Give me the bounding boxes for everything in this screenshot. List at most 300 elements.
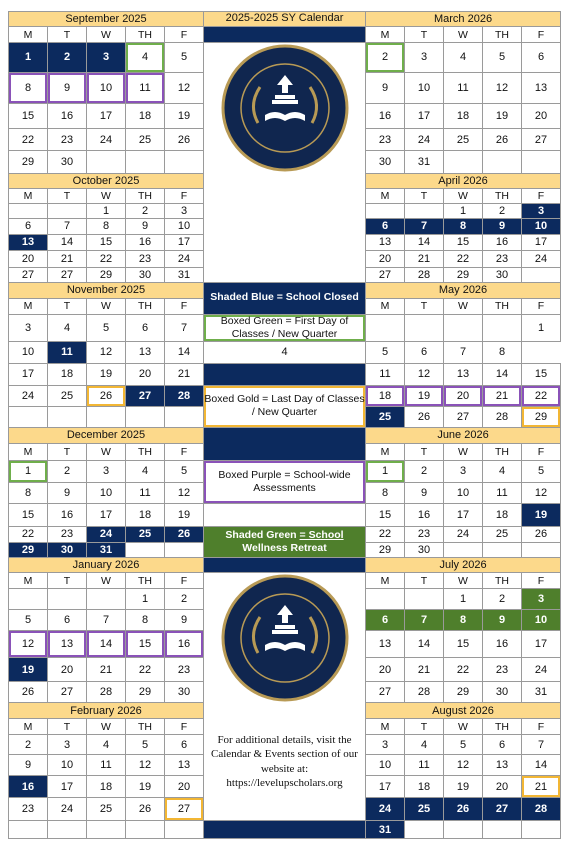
weekday-label: M [9, 188, 48, 203]
day-cell: 21 [165, 363, 204, 385]
day-cell: 5 [165, 43, 204, 73]
right-month-header: April 2026 [366, 173, 561, 188]
day-cell: 12 [165, 72, 204, 103]
day-cell: 14 [522, 755, 561, 776]
day-cell: 30 [405, 542, 444, 557]
day-cell: 12 [165, 482, 204, 503]
day-cell: 26 [522, 526, 561, 542]
day-cell: 25 [444, 129, 483, 151]
weekday-label: T [405, 27, 444, 43]
day-cell [483, 821, 522, 839]
weekday-label: T [48, 27, 87, 43]
day-cell: 12 [483, 72, 522, 103]
day-cell: 30 [483, 267, 522, 282]
day-cell: 12 [444, 755, 483, 776]
weekday-label: F [522, 443, 561, 460]
weekday-label: M [9, 298, 48, 314]
day-cell: 20 [366, 250, 405, 267]
day-cell: 3 [444, 460, 483, 482]
day-cell: 18 [405, 776, 444, 798]
day-cell: 28 [522, 798, 561, 821]
day-cell: 24 [522, 657, 561, 681]
day-cell: 11 [126, 72, 165, 103]
weekday-label: W [87, 443, 126, 460]
day-cell: 21 [48, 250, 87, 267]
day-cell: 18 [87, 776, 126, 798]
weekday-label: TH [483, 27, 522, 43]
weekday-label: TH [126, 298, 165, 314]
day-cell: 10 [522, 610, 561, 631]
day-cell: 17 [522, 234, 561, 250]
legend-green-b: = School [299, 528, 344, 541]
day-cell: 25 [405, 798, 444, 821]
weekday-label: TH [126, 27, 165, 43]
day-cell: 15 [9, 103, 48, 128]
day-cell: 20 [9, 250, 48, 267]
right-month-header: May 2026 [366, 282, 561, 298]
day-cell [87, 589, 126, 610]
academy-logo-icon [220, 573, 350, 703]
day-cell: 19 [126, 776, 165, 798]
day-cell: 11 [405, 755, 444, 776]
day-cell [48, 589, 87, 610]
weekday-label: M [366, 27, 405, 43]
logo-top-cont [204, 173, 366, 282]
day-cell [87, 151, 126, 173]
day-cell: 4 [483, 460, 522, 482]
day-cell: 15 [9, 503, 48, 526]
day-cell: 20 [483, 776, 522, 798]
day-cell: 2 [48, 43, 87, 73]
day-cell: 21 [87, 657, 126, 681]
day-cell: 27 [366, 682, 405, 703]
weekday-label: M [9, 572, 48, 589]
left-month-header: September 2025 [9, 12, 204, 27]
calendar-row [9, 363, 561, 385]
day-cell: 13 [9, 234, 48, 250]
day-cell: 4 [48, 314, 87, 341]
legend-boxed-purple: Boxed Purple = School-wide Assessments [204, 460, 366, 503]
weekday-label: TH [126, 719, 165, 735]
blue-band [204, 427, 366, 460]
legend-boxed-gold: Boxed Gold = Last Day of Classes / New Quarter [204, 385, 366, 427]
weekday-label: F [165, 298, 204, 314]
day-cell: 12 [9, 631, 48, 658]
day-cell: 3 [48, 735, 87, 755]
day-cell: 24 [405, 129, 444, 151]
day-cell: 23 [126, 250, 165, 267]
day-cell [126, 542, 165, 557]
day-cell [165, 542, 204, 557]
day-cell: 1 [9, 460, 48, 482]
day-cell: 18 [126, 503, 165, 526]
day-cell [165, 406, 204, 427]
day-cell: 27 [444, 406, 483, 427]
day-cell: 19 [522, 503, 561, 526]
weekday-label: T [48, 188, 87, 203]
day-cell: 13 [444, 363, 483, 385]
calendar-row [9, 12, 561, 27]
weekday-label: T [48, 572, 87, 589]
weekday-label: F [522, 719, 561, 735]
blue-band [204, 363, 366, 385]
day-cell: 1 [522, 314, 561, 341]
day-cell: 19 [165, 103, 204, 128]
day-cell: 4 [405, 735, 444, 755]
day-cell: 9 [366, 72, 405, 103]
day-cell: 2 [9, 735, 48, 755]
weekday-label: W [87, 572, 126, 589]
day-cell: 24 [87, 129, 126, 151]
day-cell: 15 [522, 363, 561, 385]
logo-bottom [204, 572, 366, 703]
day-cell: 14 [483, 363, 522, 385]
legend-green-a: Shaded Green [225, 528, 300, 541]
day-cell: 23 [405, 526, 444, 542]
weekday-label: F [165, 443, 204, 460]
weekday-label: TH [126, 572, 165, 589]
day-cell: 18 [483, 503, 522, 526]
day-cell: 27 [48, 682, 87, 703]
day-cell: 10 [87, 72, 126, 103]
day-cell [126, 821, 165, 839]
weekday-label: F [522, 298, 561, 314]
day-cell: 11 [126, 482, 165, 503]
day-cell [444, 821, 483, 839]
day-cell: 3 [405, 43, 444, 73]
weekday-label: M [9, 443, 48, 460]
day-cell: 17 [366, 776, 405, 798]
weekday-label: W [444, 719, 483, 735]
day-cell: 13 [522, 72, 561, 103]
weekday-label: T [405, 188, 444, 203]
day-cell [366, 203, 405, 218]
left-month-header: January 2026 [9, 557, 204, 572]
day-cell: 16 [48, 503, 87, 526]
day-cell: 25 [87, 798, 126, 821]
day-cell [444, 314, 483, 341]
day-cell: 10 [9, 341, 48, 363]
day-cell: 30 [165, 682, 204, 703]
day-cell: 10 [444, 482, 483, 503]
calendar-row [9, 503, 561, 526]
day-cell [483, 314, 522, 341]
weekday-label: W [87, 719, 126, 735]
weekday-label: T [48, 298, 87, 314]
website-info: For additional details, visit the Calendar & Events section of our website at: https://levelupscholars.org [204, 703, 366, 821]
weekday-label: F [165, 719, 204, 735]
weekday-label: M [366, 298, 405, 314]
day-cell: 19 [405, 385, 444, 406]
day-cell: 31 [165, 267, 204, 282]
day-cell: 22 [126, 657, 165, 681]
day-cell: 24 [444, 526, 483, 542]
day-cell: 4 [126, 43, 165, 73]
day-cell: 24 [522, 250, 561, 267]
calendar-row [9, 385, 561, 406]
day-cell: 4 [87, 735, 126, 755]
calendar-row [9, 27, 561, 43]
day-cell: 28 [405, 267, 444, 282]
day-cell: 7 [48, 218, 87, 234]
day-cell: 10 [48, 755, 87, 776]
left-month-header: October 2025 [9, 173, 204, 188]
day-cell [9, 203, 48, 218]
day-cell: 8 [9, 72, 48, 103]
blue-band [204, 27, 366, 43]
day-cell: 17 [405, 103, 444, 128]
legend-shaded-blue: Shaded Blue = School Closed [204, 282, 366, 314]
day-cell: 30 [366, 151, 405, 173]
weekday-label: M [366, 572, 405, 589]
day-cell: 28 [405, 682, 444, 703]
day-cell: 29 [126, 682, 165, 703]
weekday-label: W [87, 298, 126, 314]
day-cell: 6 [522, 43, 561, 73]
weekday-label: M [366, 719, 405, 735]
calendar-row [9, 173, 561, 188]
day-cell: 7 [444, 341, 483, 363]
day-cell: 17 [87, 503, 126, 526]
day-cell: 2 [405, 460, 444, 482]
day-cell: 1 [444, 589, 483, 610]
day-cell: 18 [366, 385, 405, 406]
day-cell: 5 [444, 735, 483, 755]
day-cell: 11 [366, 363, 405, 385]
day-cell: 28 [483, 406, 522, 427]
day-cell: 19 [9, 657, 48, 681]
calendar-row [9, 460, 561, 482]
day-cell: 31 [522, 682, 561, 703]
blue-band [204, 821, 366, 839]
weekday-label: T [405, 719, 444, 735]
day-cell [87, 406, 126, 427]
day-cell: 3 [9, 314, 48, 341]
day-cell [366, 589, 405, 610]
day-cell: 12 [405, 363, 444, 385]
day-cell: 26 [126, 798, 165, 821]
day-cell: 15 [444, 234, 483, 250]
day-cell: 23 [165, 657, 204, 681]
calendar-row [9, 703, 561, 719]
day-cell: 3 [165, 203, 204, 218]
day-cell: 27 [522, 129, 561, 151]
day-cell: 8 [444, 218, 483, 234]
day-cell: 1 [126, 589, 165, 610]
calendar-row [9, 821, 561, 839]
day-cell: 24 [165, 250, 204, 267]
day-cell: 22 [366, 526, 405, 542]
day-cell [9, 589, 48, 610]
right-month-header: March 2026 [366, 12, 561, 27]
weekday-label: W [444, 188, 483, 203]
day-cell: 2 [366, 43, 405, 73]
day-cell: 17 [9, 363, 48, 385]
day-cell: 2 [48, 460, 87, 482]
day-cell [9, 406, 48, 427]
day-cell: 24 [87, 526, 126, 542]
day-cell: 30 [48, 542, 87, 557]
weekday-label: F [165, 572, 204, 589]
day-cell: 9 [48, 72, 87, 103]
day-cell: 31 [366, 821, 405, 839]
calendar-title: 2025-2025 SY Calendar [204, 12, 366, 27]
day-cell: 15 [87, 234, 126, 250]
day-cell: 24 [48, 798, 87, 821]
day-cell: 1 [9, 43, 48, 73]
day-cell: 17 [444, 503, 483, 526]
day-cell: 30 [48, 151, 87, 173]
day-cell: 7 [405, 218, 444, 234]
day-cell: 1 [87, 203, 126, 218]
day-cell [9, 821, 48, 839]
day-cell: 13 [366, 631, 405, 658]
day-cell: 15 [366, 503, 405, 526]
day-cell: 19 [483, 103, 522, 128]
day-cell: 22 [444, 250, 483, 267]
day-cell [483, 542, 522, 557]
day-cell [405, 314, 444, 341]
day-cell: 13 [165, 755, 204, 776]
day-cell: 10 [87, 482, 126, 503]
day-cell: 18 [444, 103, 483, 128]
day-cell: 16 [366, 103, 405, 128]
calendar-row [9, 572, 561, 589]
weekday-label: TH [483, 298, 522, 314]
day-cell: 16 [9, 776, 48, 798]
day-cell: 30 [483, 682, 522, 703]
day-cell: 9 [48, 482, 87, 503]
right-month-header: July 2026 [366, 557, 561, 572]
weekday-label: TH [126, 443, 165, 460]
day-cell: 4 [126, 460, 165, 482]
day-cell: 21 [522, 776, 561, 798]
left-month-header: December 2025 [9, 427, 204, 443]
day-cell: 5 [126, 735, 165, 755]
day-cell: 27 [126, 385, 165, 406]
weekday-label: W [444, 298, 483, 314]
day-cell: 23 [9, 798, 48, 821]
day-cell: 7 [405, 610, 444, 631]
day-cell: 3 [87, 460, 126, 482]
weekday-label: TH [483, 188, 522, 203]
day-cell: 25 [48, 385, 87, 406]
day-cell: 3 [522, 203, 561, 218]
day-cell: 27 [366, 267, 405, 282]
day-cell: 25 [126, 526, 165, 542]
day-cell: 13 [126, 341, 165, 363]
day-cell: 6 [366, 610, 405, 631]
day-cell: 6 [483, 735, 522, 755]
day-cell: 21 [483, 385, 522, 406]
academy-logo-icon [220, 43, 350, 173]
day-cell: 9 [405, 482, 444, 503]
day-cell: 9 [483, 218, 522, 234]
weekday-label: W [87, 27, 126, 43]
day-cell: 22 [522, 385, 561, 406]
day-cell: 5 [366, 341, 405, 363]
day-cell: 14 [165, 341, 204, 363]
weekday-label: M [9, 27, 48, 43]
day-cell [405, 203, 444, 218]
day-cell: 28 [165, 385, 204, 406]
day-cell: 29 [522, 406, 561, 427]
day-cell: 26 [405, 406, 444, 427]
day-cell: 5 [483, 43, 522, 73]
day-cell: 21 [405, 657, 444, 681]
calendar-row [9, 282, 561, 298]
day-cell: 9 [165, 610, 204, 631]
day-cell: 27 [483, 798, 522, 821]
day-cell: 16 [483, 631, 522, 658]
day-cell: 22 [87, 250, 126, 267]
weekday-label: T [405, 572, 444, 589]
day-cell: 20 [165, 776, 204, 798]
day-cell: 6 [9, 218, 48, 234]
day-cell: 25 [483, 526, 522, 542]
day-cell [444, 542, 483, 557]
day-cell: 10 [366, 755, 405, 776]
weekday-label: F [522, 188, 561, 203]
day-cell: 17 [87, 103, 126, 128]
weekday-label: T [48, 719, 87, 735]
day-cell [522, 542, 561, 557]
logo-top [204, 43, 366, 174]
day-cell [48, 406, 87, 427]
day-cell [522, 267, 561, 282]
day-cell: 17 [522, 631, 561, 658]
day-cell: 26 [483, 129, 522, 151]
day-cell: 7 [522, 735, 561, 755]
day-cell: 26 [87, 385, 126, 406]
day-cell: 18 [48, 363, 87, 385]
day-cell: 3 [87, 43, 126, 73]
day-cell: 20 [444, 385, 483, 406]
day-cell: 4 [204, 341, 366, 363]
day-cell: 2 [483, 589, 522, 610]
calendar-row [9, 526, 561, 542]
day-cell: 1 [366, 460, 405, 482]
calendar-grid [8, 11, 561, 839]
day-cell: 14 [405, 234, 444, 250]
day-cell: 16 [48, 103, 87, 128]
day-cell: 20 [48, 657, 87, 681]
weekday-label: M [366, 443, 405, 460]
day-cell: 31 [405, 151, 444, 173]
day-cell: 14 [87, 631, 126, 658]
day-cell: 23 [483, 250, 522, 267]
day-cell: 24 [366, 798, 405, 821]
day-cell [483, 151, 522, 173]
day-cell: 13 [48, 631, 87, 658]
day-cell: 20 [126, 363, 165, 385]
day-cell: 23 [48, 129, 87, 151]
calendar-row [9, 557, 561, 572]
weekday-label: F [522, 27, 561, 43]
day-cell: 16 [483, 234, 522, 250]
day-cell: 27 [9, 267, 48, 282]
right-month-header: June 2026 [366, 427, 561, 443]
day-cell: 31 [87, 542, 126, 557]
day-cell [366, 314, 405, 341]
day-cell: 6 [405, 341, 444, 363]
day-cell: 22 [444, 657, 483, 681]
day-cell: 12 [522, 482, 561, 503]
weekday-label: M [9, 719, 48, 735]
calendar-row [9, 341, 561, 363]
calendar-row [9, 43, 561, 73]
day-cell: 9 [126, 218, 165, 234]
